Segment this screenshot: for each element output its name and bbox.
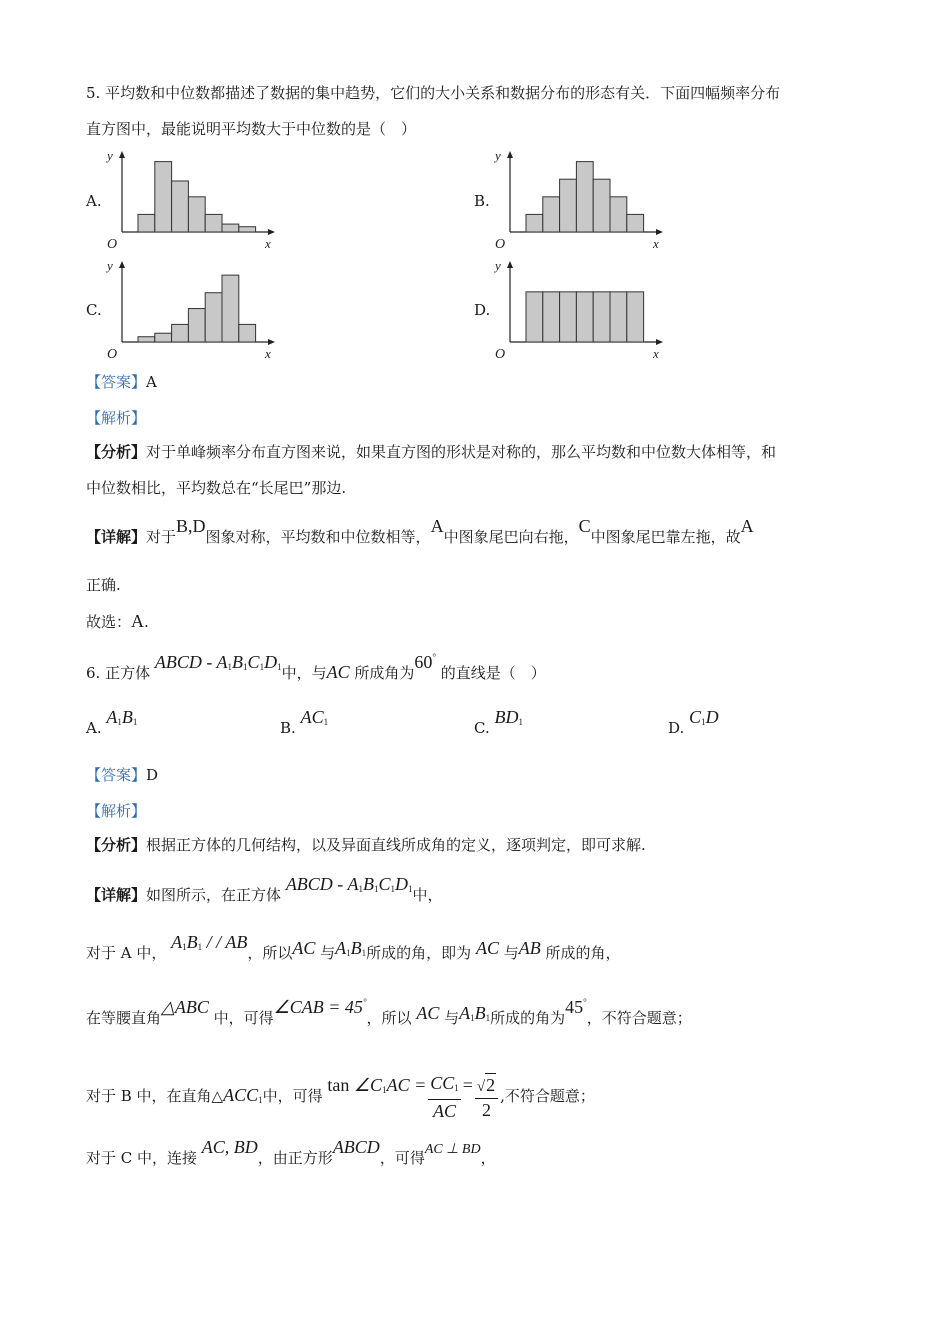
fenxi-text: 对于单峰频率分布直方图来说，如果直方图的形状是对称的，那么平均数和中位数大体相等，和 bbox=[146, 443, 777, 461]
q6-stem-text-3: 所成角为 bbox=[354, 664, 415, 682]
y-axis-label: y bbox=[107, 148, 113, 163]
q6-stem-text-2: 中，与 bbox=[281, 664, 327, 682]
histogram-bar bbox=[560, 179, 577, 232]
x-axis-label: x bbox=[653, 236, 659, 251]
y-axis-arrow bbox=[507, 151, 513, 158]
case-c-text-4: ， bbox=[480, 1149, 496, 1167]
q6-case-c bbox=[86, 1137, 496, 1171]
math-45deg: 45° bbox=[565, 997, 587, 1017]
histogram-bar bbox=[155, 333, 172, 342]
case-c-text-3: ，可得 bbox=[379, 1149, 425, 1167]
fenxi-text: 根据正方体的几何结构，以及异面直线所成角的定义，逐项判定，即可求解. bbox=[146, 836, 646, 854]
case-b-text-2: 中，可得 bbox=[262, 1087, 323, 1105]
q6-stem-text-4: 的直线是（ ） bbox=[440, 664, 546, 682]
case-a2-text-1: 在等腰直角 bbox=[86, 1009, 162, 1027]
math-ac-perp-bd: AC ⊥ BD bbox=[424, 1142, 481, 1157]
q5-xiangjie-line bbox=[86, 516, 754, 548]
origin-label: O bbox=[107, 237, 118, 252]
y-axis-label: y bbox=[495, 258, 501, 273]
histogram-c bbox=[105, 258, 285, 362]
q5-answer-row bbox=[86, 371, 157, 393]
math-ac: AC bbox=[292, 938, 316, 958]
histogram-bar bbox=[610, 197, 627, 232]
q6-stem bbox=[86, 652, 546, 688]
histogram-bar bbox=[593, 292, 610, 342]
q5-stem-line2: 直方图中，最能说明平均数大于中位数的是（ ） bbox=[86, 120, 417, 138]
histogram-bar bbox=[155, 162, 172, 232]
math-a1b1-parallel-ab: $A_1B_1$ / / AB bbox=[171, 932, 248, 952]
histogram-bar bbox=[172, 181, 189, 232]
math-ac-bd: AC, BD bbox=[201, 1137, 258, 1157]
xiangjie-tag: 【详解】 bbox=[86, 528, 147, 546]
case-a2-text-5: 所成的角为 bbox=[490, 1009, 566, 1027]
q5-option-a-label: A. bbox=[86, 192, 102, 210]
math-ab: AB bbox=[518, 938, 541, 958]
x-axis-label: x bbox=[265, 346, 271, 361]
y-axis-label: y bbox=[495, 148, 501, 163]
histogram-bar bbox=[593, 179, 610, 232]
case-b-text-3: ,不符合题意； bbox=[500, 1087, 595, 1105]
case-a2-text-3: ，所以 bbox=[366, 1009, 412, 1027]
q5-option-d-label: D. bbox=[474, 301, 491, 319]
math-acc1: $ACC_1$ bbox=[223, 1085, 263, 1105]
case-a2-text-4: 与 bbox=[444, 1009, 460, 1027]
q5-guxuan bbox=[86, 610, 149, 633]
guxuan-answer: A bbox=[131, 611, 145, 631]
math-60deg: 60° bbox=[414, 652, 436, 672]
x-axis-label: x bbox=[265, 236, 271, 251]
math-ac: AC bbox=[416, 1003, 440, 1023]
math-ac1: $AC_1$ bbox=[300, 707, 329, 727]
histogram-bar bbox=[172, 324, 189, 342]
histogram-bar bbox=[526, 292, 543, 342]
q6-answer-row bbox=[86, 764, 158, 786]
math-a1b1: $A_1B_1$ bbox=[106, 707, 138, 727]
histogram-bar bbox=[610, 292, 627, 342]
math-c1d: $C_1D$ bbox=[689, 707, 719, 727]
math-bd1: $BD_1$ bbox=[494, 707, 523, 727]
histogram-bar bbox=[205, 214, 222, 232]
math-a2: A bbox=[740, 516, 754, 536]
answer-value: A bbox=[146, 373, 157, 391]
xiangjie-text-2: 中， bbox=[412, 886, 443, 904]
histogram-bar bbox=[205, 293, 222, 342]
histogram-a bbox=[105, 148, 285, 252]
xiangjie-text-2: 图象对称，平均数和中位数相等， bbox=[205, 528, 431, 546]
x-axis-arrow bbox=[656, 229, 663, 235]
histogram-bar bbox=[188, 197, 205, 232]
case-b-text-1: 对于 B 中，在直角△ bbox=[86, 1087, 224, 1105]
math-ac: AC bbox=[475, 938, 499, 958]
math-bd: B,D bbox=[176, 516, 206, 536]
math-a: A bbox=[430, 516, 444, 536]
case-c-text-1: 对于 C 中，连接 bbox=[86, 1149, 198, 1167]
answer-value: D bbox=[146, 766, 159, 784]
math-cube: ABCD - $A_1B_1C_1D_1$ bbox=[154, 652, 282, 672]
histogram-bar bbox=[239, 227, 256, 232]
xiangjie-text-4: 中图象尾巴靠左拖，故 bbox=[590, 528, 741, 546]
histogram-bar bbox=[576, 292, 593, 342]
x-axis-arrow bbox=[656, 339, 663, 345]
q6-option-c-label: C. bbox=[474, 719, 490, 737]
case-a-text-1: 对于 A 中， bbox=[86, 944, 167, 962]
origin-label: O bbox=[495, 237, 506, 252]
guxuan-text: 故选： bbox=[86, 613, 132, 631]
q5-stem-line1: 5. 平均数和中位数都描述了数据的集中趋势，它们的大小关系和数据分布的形态有关．下面四幅频率分布 bbox=[86, 84, 781, 102]
histogram-bar bbox=[560, 292, 577, 342]
q6-option-c bbox=[474, 707, 523, 743]
q6-stem-text-1: 6. 正方体 bbox=[86, 664, 151, 682]
histogram-bar bbox=[222, 224, 239, 232]
xiangjie-text-1: 如图所示，在正方体 bbox=[146, 886, 282, 904]
xiangjie-text-1: 对于 bbox=[146, 528, 177, 546]
case-a-text-5: 与 bbox=[503, 944, 519, 962]
y-axis-arrow bbox=[507, 261, 513, 268]
answer-tag: 【答案】 bbox=[86, 766, 147, 784]
q6-case-b bbox=[86, 1072, 595, 1122]
math-abcd: ABCD bbox=[332, 1137, 380, 1157]
histogram-bar bbox=[543, 292, 560, 342]
answer-tag: 【答案】 bbox=[86, 373, 147, 391]
q5-option-b-label: B. bbox=[474, 192, 490, 210]
math-triangle-abc: △ABC bbox=[161, 997, 209, 1017]
q6-option-b-label: B. bbox=[280, 719, 296, 737]
histogram-bar bbox=[627, 292, 644, 342]
origin-label: O bbox=[107, 347, 118, 362]
case-a2-text-6: ，不符合题意； bbox=[586, 1009, 692, 1027]
q6-xiangjie-line1 bbox=[86, 874, 443, 910]
math-ac: AC bbox=[326, 662, 350, 682]
case-a-text-2: ，所以 bbox=[247, 944, 293, 962]
case-a2-text-2: 中，可得 bbox=[213, 1009, 274, 1027]
q5-fenxi-line1 bbox=[86, 441, 776, 463]
math-a1b1: $A_1B_1$ bbox=[335, 938, 367, 958]
math-tan-formula: $\tan \angle C_1AC$ = $\frac{CC_1}{AC}$ = $\frac{√2}{2}$ bbox=[327, 1077, 500, 1095]
histogram-bar bbox=[543, 197, 560, 232]
case-a-text-3: 与 bbox=[320, 944, 336, 962]
q6-option-b bbox=[280, 707, 329, 743]
histogram-bar bbox=[239, 324, 256, 342]
histogram-bar bbox=[526, 214, 543, 232]
q6-case-a-line2 bbox=[86, 997, 692, 1033]
fenxi-tag: 【分析】 bbox=[86, 836, 147, 854]
histogram-bar bbox=[222, 275, 239, 342]
histogram-bar bbox=[138, 214, 155, 232]
origin-label: O bbox=[495, 347, 506, 362]
histogram-bar bbox=[576, 162, 593, 232]
y-axis-arrow bbox=[119, 261, 125, 268]
q6-jiexi-tag: 【解析】 bbox=[86, 802, 147, 820]
q5-xiangjie-line2: 正确. bbox=[86, 576, 121, 594]
math-cube: ABCD - $A_1B_1C_1D_1$ bbox=[285, 874, 413, 894]
histogram-bar bbox=[188, 309, 205, 342]
histogram-b bbox=[493, 148, 673, 252]
guxuan-dot: . bbox=[144, 613, 149, 631]
q6-option-a bbox=[86, 707, 138, 743]
xiangjie-tag: 【详解】 bbox=[86, 886, 147, 904]
x-axis-arrow bbox=[268, 229, 275, 235]
q6-option-a-label: A. bbox=[86, 719, 102, 737]
xiangjie-text-3: 中图象尾巴向右拖， bbox=[443, 528, 579, 546]
q5-fenxi-line2: 中位数相比，平均数总在“长尾巴”那边. bbox=[86, 479, 347, 497]
q6-option-d bbox=[668, 707, 719, 743]
case-a-text-6: 所成的角， bbox=[545, 944, 621, 962]
case-c-text-2: ，由正方形 bbox=[257, 1149, 333, 1167]
histogram-bar bbox=[138, 337, 155, 342]
q6-case-a-line1 bbox=[86, 932, 621, 968]
x-axis-arrow bbox=[268, 339, 275, 345]
q6-fenxi bbox=[86, 834, 646, 856]
math-c: C bbox=[578, 516, 591, 536]
q6-option-d-label: D. bbox=[668, 719, 685, 737]
y-axis-label: y bbox=[107, 258, 113, 273]
math-angle-cab: ∠CAB = 45° bbox=[273, 997, 367, 1017]
q5-jiexi-tag: 【解析】 bbox=[86, 409, 147, 427]
math-a1b1: $A_1B_1$ bbox=[459, 1003, 491, 1023]
case-a-text-4: 所成的角，即为 bbox=[366, 944, 472, 962]
histogram-bar bbox=[627, 214, 644, 232]
q5-option-c-label: C. bbox=[86, 301, 102, 319]
y-axis-arrow bbox=[119, 151, 125, 158]
fenxi-tag: 【分析】 bbox=[86, 443, 147, 461]
x-axis-label: x bbox=[653, 346, 659, 361]
histogram-d bbox=[493, 258, 673, 362]
